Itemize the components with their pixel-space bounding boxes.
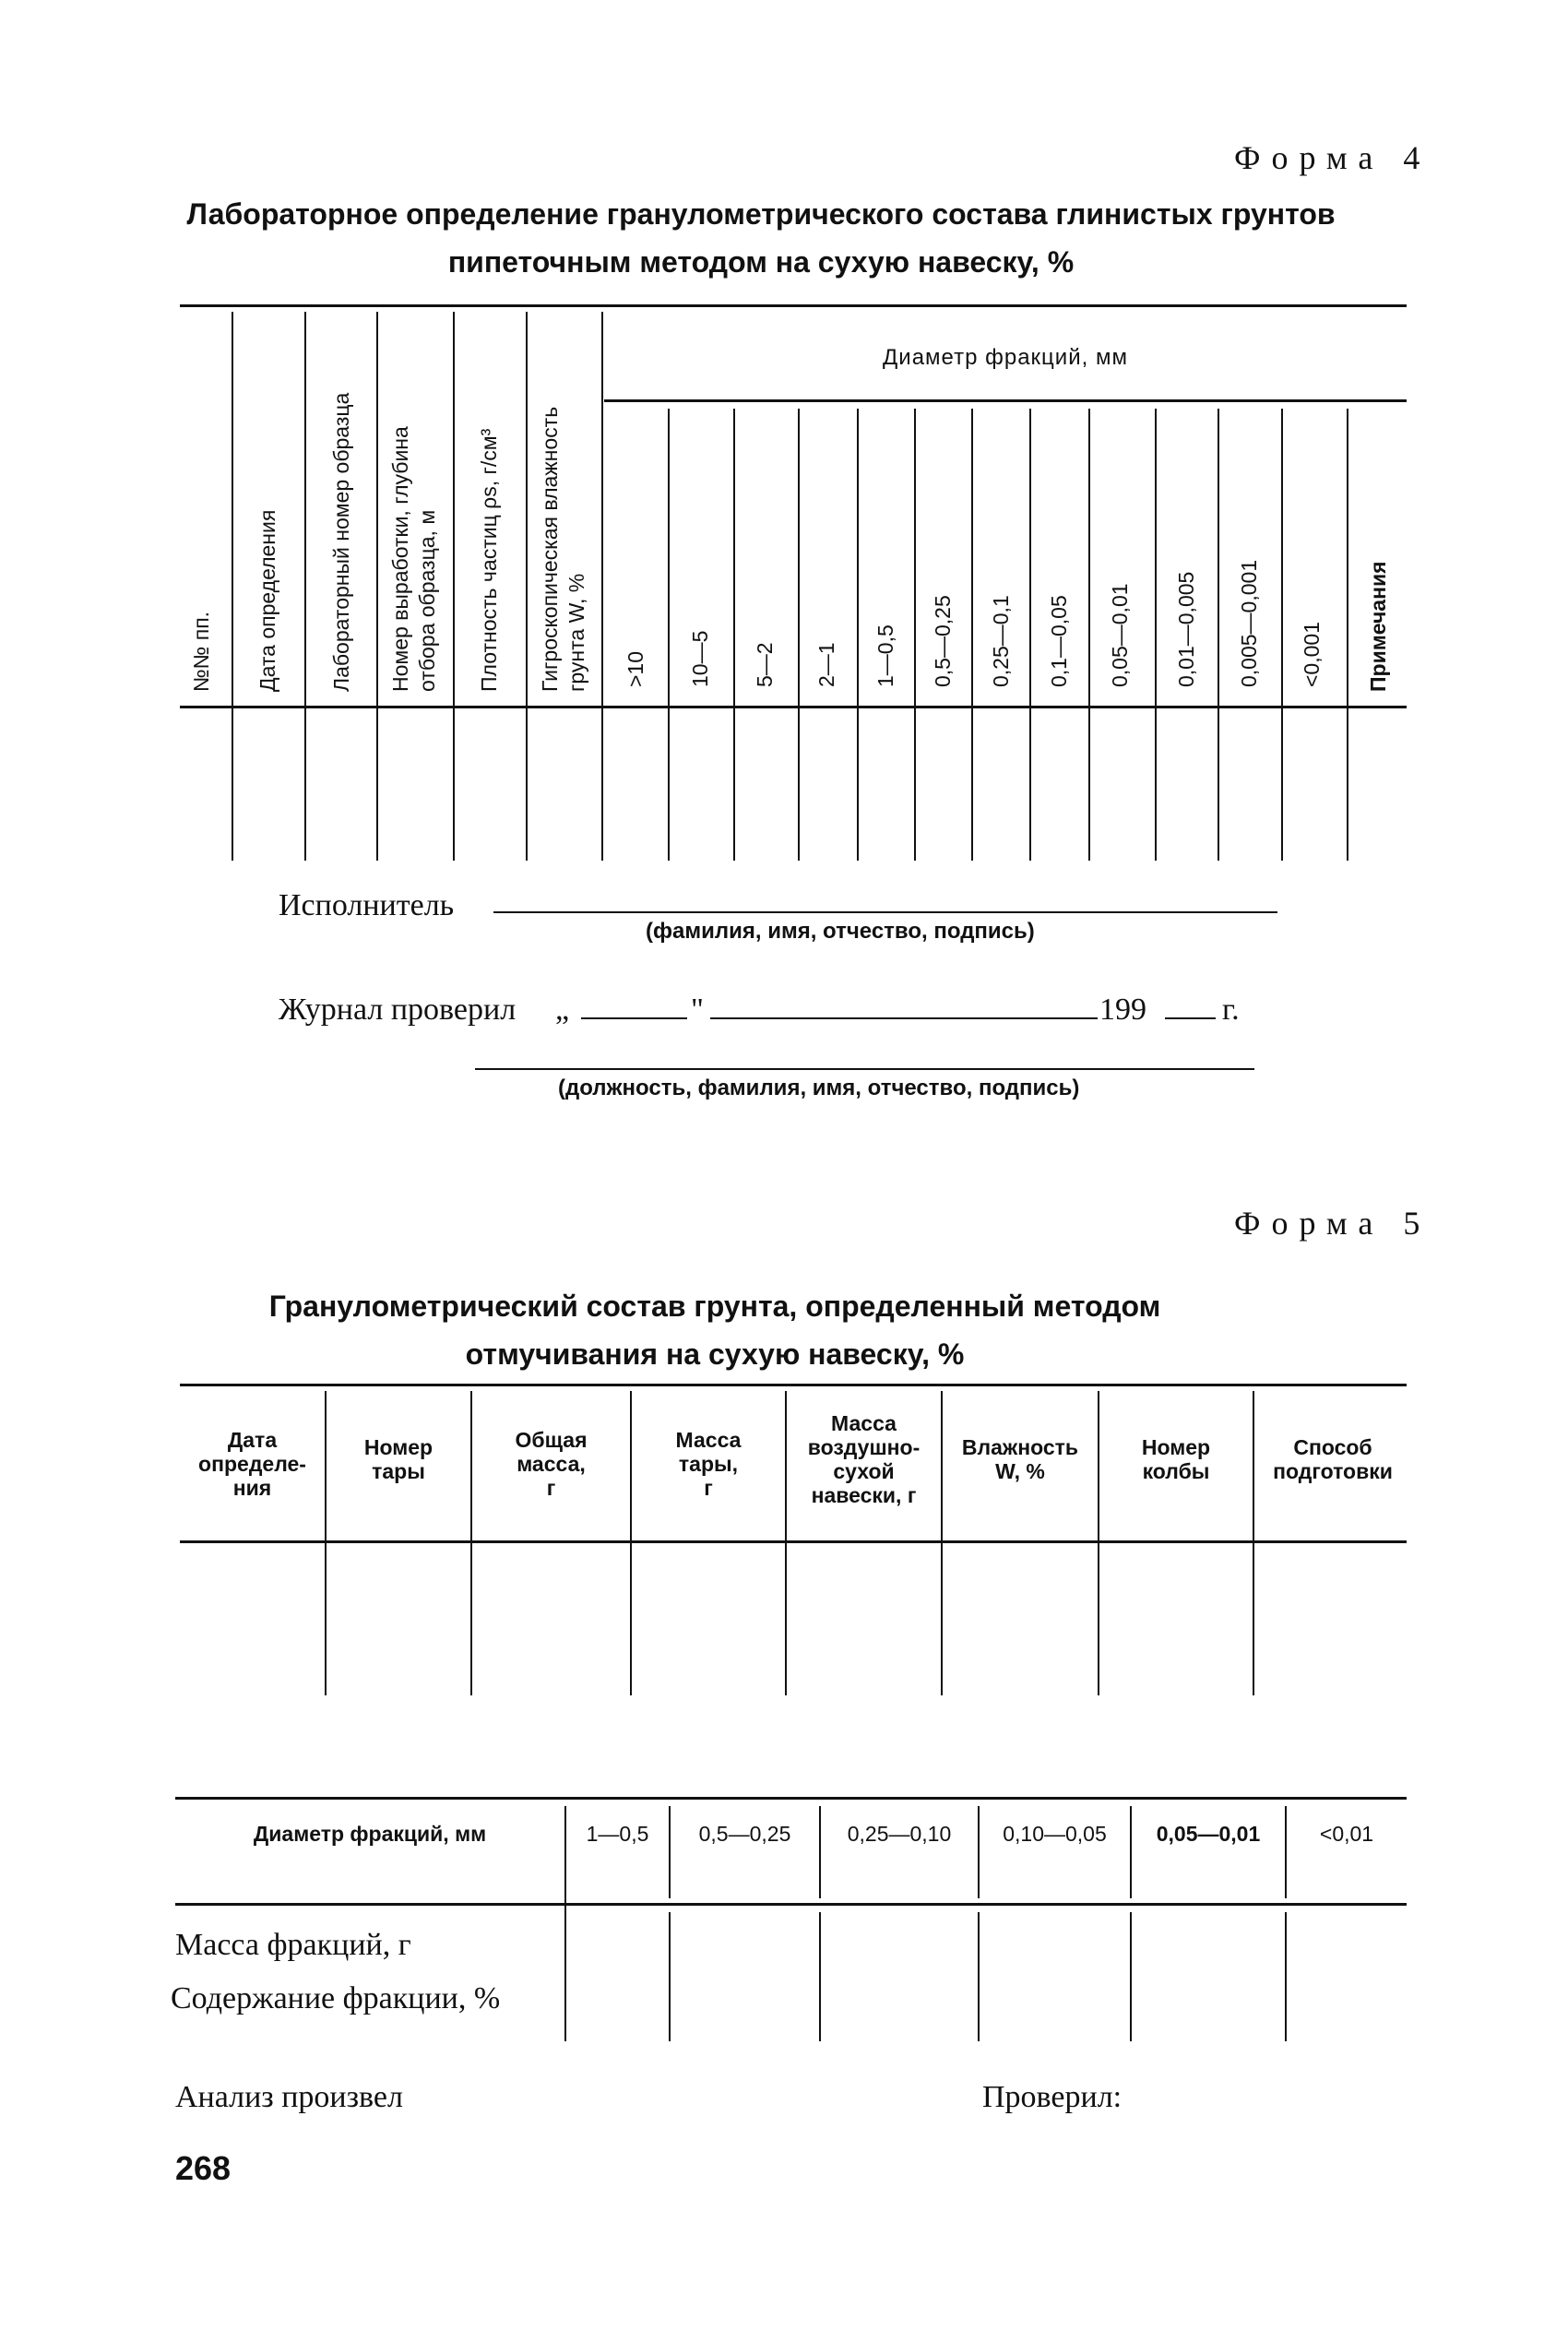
form4-vline <box>857 409 859 861</box>
form4-vline <box>232 312 233 861</box>
analysis-by-label: Анализ произвел <box>175 2080 403 2114</box>
f5-frac-vline <box>564 1912 566 2041</box>
form5-title-line2: отмучивания на сухую навеску, % <box>465 1337 965 1371</box>
f5-fraction-label: 0,25—0,10 <box>847 1822 952 1846</box>
fraction-label: 0,05—0,01 <box>1108 583 1132 687</box>
year-field-line[interactable] <box>1165 1017 1216 1019</box>
form4-title-line2: пипеточным методом на сухую навеску, % <box>447 245 1075 279</box>
f5-fraction-label: 0,5—0,25 <box>698 1822 791 1846</box>
form4-vline <box>971 409 973 861</box>
quote-close: " <box>691 993 704 1027</box>
page-number: 268 <box>175 2149 232 2187</box>
day-field-line[interactable] <box>581 1017 687 1019</box>
f5-frac-top-rule <box>175 1797 1407 1800</box>
fraction-label: 2—1 <box>814 642 838 687</box>
checked-label: Журнал проверил <box>279 993 517 1027</box>
executor-label: Исполнитель <box>279 888 455 922</box>
f5-col-total-mass: Общая масса, г <box>515 1428 588 1500</box>
form4-vline <box>1347 409 1348 861</box>
form4-vline <box>376 312 378 861</box>
f5-row-mass: Масса фракций, г <box>175 1928 411 1962</box>
f5-col-prep-method: Способ подготовки <box>1273 1435 1393 1483</box>
form4-top-rule <box>180 304 1407 307</box>
form4-title-line1: Лабораторное определение гранулометрического состава глинистых грунтов <box>186 197 1336 231</box>
f5-col-moisture: Влажность W, % <box>961 1435 1079 1483</box>
fraction-label: 5—2 <box>753 642 777 687</box>
f5-fraction-label: 0,10—0,05 <box>1003 1822 1107 1846</box>
col-depth-header-2: отбора образца, м <box>415 509 439 692</box>
form4-header-bottom-rule <box>180 706 1407 708</box>
f5-col-tare-mass: Масса тары, г <box>675 1428 742 1500</box>
f5-fraction-label: 0,05—0,01 <box>1156 1822 1261 1846</box>
form4-vline <box>1029 409 1031 861</box>
form4-diameter-rule <box>604 399 1407 402</box>
form4-label: Форма 4 <box>1234 139 1431 176</box>
f5-fraction-label: <0,01 <box>1319 1822 1374 1846</box>
fraction-label: 1—0,5 <box>873 624 897 687</box>
form5-title-line1: Гранулометрический состав грунта, определенный методом <box>268 1290 1161 1323</box>
form4-vline <box>733 409 735 861</box>
month-field-line[interactable] <box>710 1017 1098 1019</box>
form4-vline <box>1281 409 1283 861</box>
f5-frac-vline <box>1130 1912 1132 2041</box>
form4-vline <box>798 409 800 861</box>
checked-caption: (должность, фамилия, имя, отчество, подпись) <box>558 1076 1080 1100</box>
fraction-label: <0,001 <box>1300 622 1324 687</box>
f5-frac-vline <box>819 1912 821 2041</box>
form4-vline <box>453 312 455 861</box>
fraction-label: 0,5—0,25 <box>931 595 955 687</box>
year-prefix: 199 <box>1099 993 1146 1027</box>
form5-label: Форма 5 <box>1234 1205 1431 1242</box>
form4-vline <box>1088 409 1090 861</box>
form4-vline <box>526 312 528 861</box>
f5-frac-vline <box>1285 1806 1287 1898</box>
executor-signature-line[interactable] <box>493 911 1277 913</box>
fraction-label: 0,25—0,1 <box>989 595 1013 687</box>
f5-frac-vline <box>978 1912 980 2041</box>
form4-vline <box>1155 409 1157 861</box>
f5-fraction-header: Диаметр фракций, мм <box>253 1822 487 1846</box>
fraction-label: 0,01—0,005 <box>1174 571 1198 687</box>
form5-top-rule <box>180 1384 1407 1386</box>
form4-vline <box>668 409 670 861</box>
fraction-label: 0,005—0,001 <box>1237 559 1261 687</box>
col-density-header: Плотность частиц ρs, г/см³ <box>477 428 501 692</box>
fraction-label: 10—5 <box>688 630 712 687</box>
fraction-label: >10 <box>624 650 647 687</box>
f5-col-flask-num: Номер колбы <box>1141 1435 1211 1483</box>
f5-col-date: Дата определе- ния <box>198 1428 306 1500</box>
f5-row-content: Содержание фракции, % <box>171 1981 501 2015</box>
executor-caption: (фамилия, имя, отчество, подпись) <box>646 919 1035 944</box>
checked-signature-line[interactable] <box>475 1068 1254 1070</box>
col-date-header: Дата определения <box>255 509 279 692</box>
form5-header-bottom-rule <box>180 1540 1407 1543</box>
fraction-label: 0,1—0,05 <box>1047 595 1071 687</box>
form4-title <box>138 190 1384 286</box>
f5-fraction-label: 1—0,5 <box>586 1822 649 1846</box>
f5-frac-vline <box>1130 1806 1132 1898</box>
f5-col-tare-num: Номер тары <box>363 1435 434 1483</box>
col-hygro-header-1: Гигроскопическая влажность <box>538 406 562 692</box>
f5-frac-vline <box>978 1806 980 1898</box>
f5-frac-vline <box>669 1806 671 1898</box>
col-notes-header: Примечания <box>1366 561 1390 692</box>
col-hygro-header-2: грунта W, % <box>564 573 588 692</box>
year-suffix: г. <box>1222 993 1240 1027</box>
quote-open: „ <box>555 993 570 1027</box>
col-depth-header-1: Номер выработки, глубина <box>388 426 412 692</box>
form4-vline <box>914 409 916 861</box>
col-num-header: №№ пп. <box>189 611 213 692</box>
col-lab-num-header: Лабораторный номер образца <box>329 392 353 692</box>
form4-vline <box>304 312 306 861</box>
f5-frac-vline <box>819 1806 821 1898</box>
f5-col-air-dry-mass: Масса воздушно- сухой навески, г <box>807 1411 921 1507</box>
f5-frac-vline <box>1285 1912 1287 2041</box>
form4-vline <box>1218 409 1219 861</box>
form4-vline <box>601 312 603 861</box>
f5-frac-vline <box>669 1912 671 2041</box>
checked-by-label: Проверил: <box>982 2080 1123 2114</box>
f5-frac-mid-rule <box>175 1903 1407 1906</box>
form5-title <box>175 1282 1254 1378</box>
diameter-header: Диаметр фракций, мм <box>883 345 1128 370</box>
